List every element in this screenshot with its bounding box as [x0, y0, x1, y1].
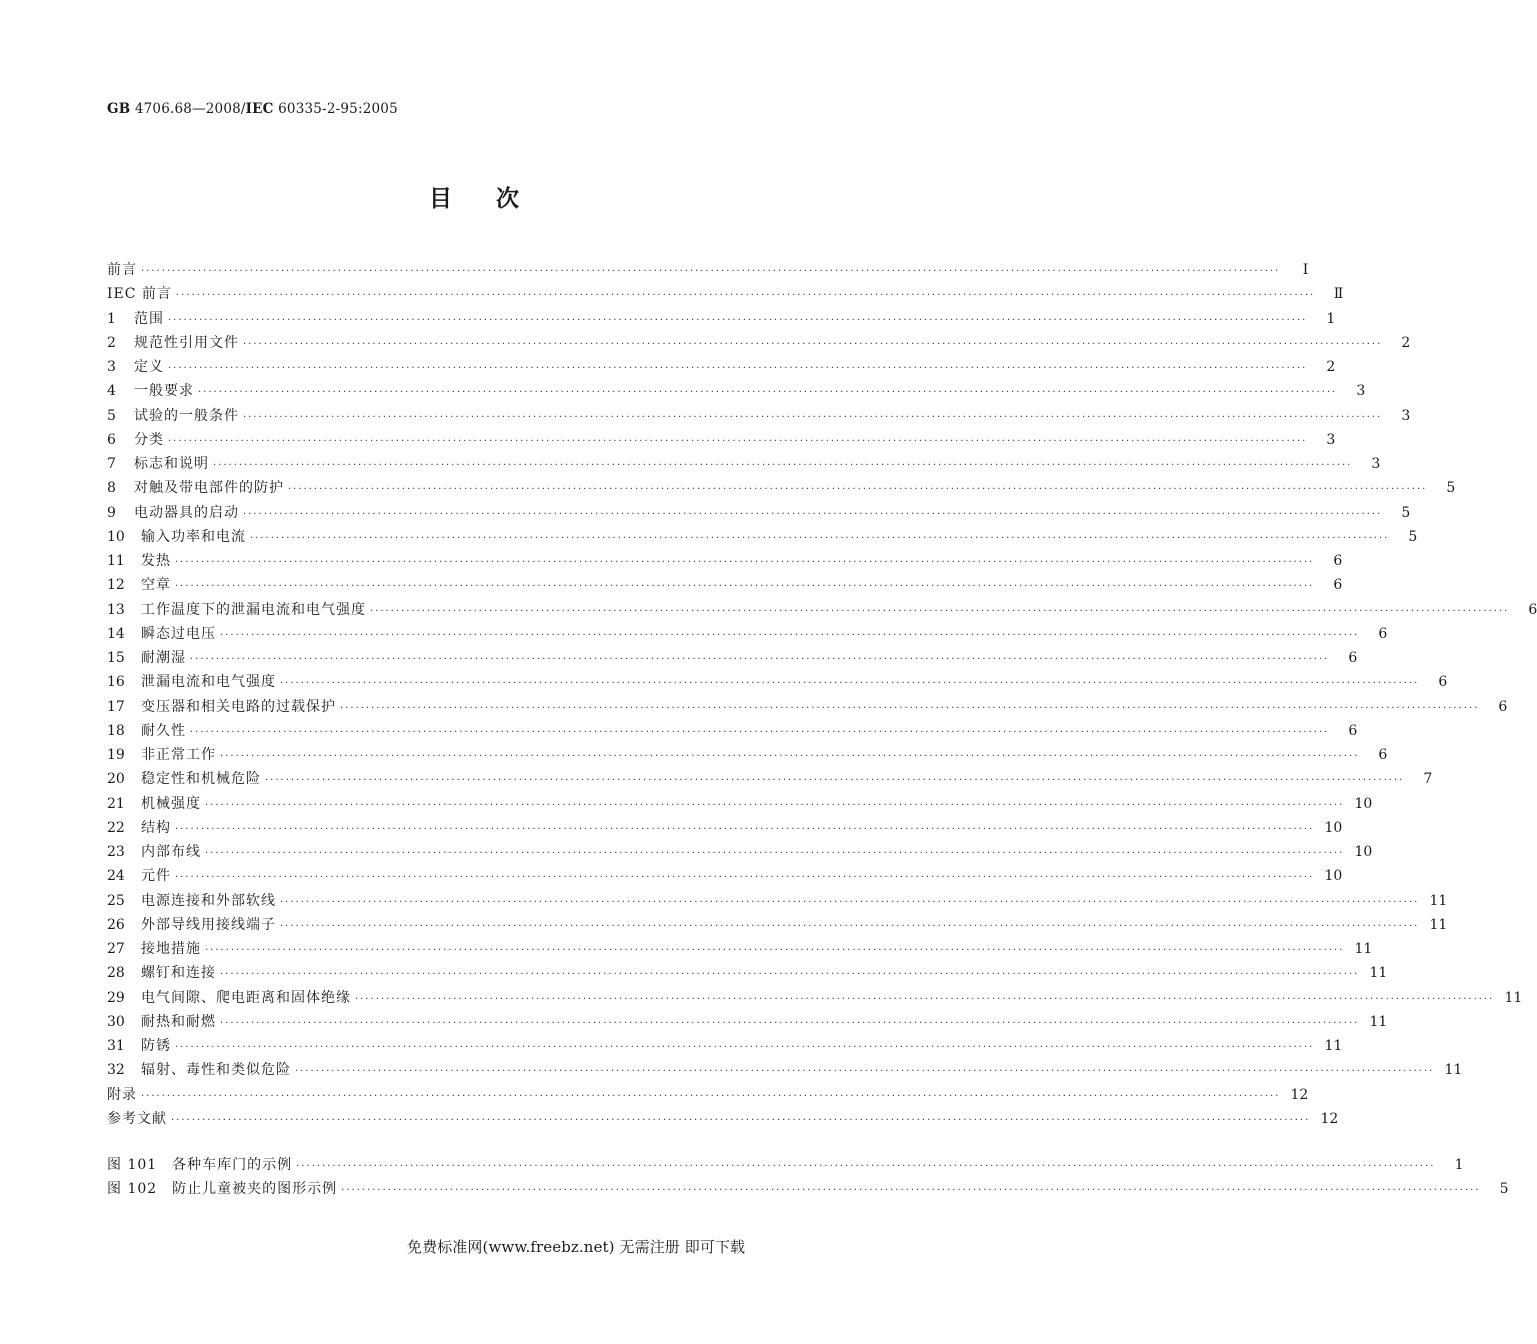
toc-entry-title: 变压器和相关电路的过载保护: [141, 698, 336, 715]
page-number: Ⅰ: [1302, 262, 1309, 278]
page-number: 10: [1324, 868, 1343, 885]
dot-leader: ····························································································································································································································: [370, 605, 1510, 617]
toc-entry-title: 耐久性: [141, 722, 186, 739]
toc-entry[interactable]: [107, 573, 1343, 597]
page-number: 10: [1324, 819, 1343, 836]
toc-entry[interactable]: [107, 670, 1448, 694]
toc-entry-number: 11: [107, 553, 125, 569]
toc-entry-number: 7: [107, 456, 116, 472]
page-title: [0, 180, 950, 213]
toc-entry-number: 19: [107, 747, 125, 763]
dot-leader: ····························································································································································································································: [243, 411, 1383, 423]
toc-entry-title: 机械强度: [141, 795, 201, 812]
page-number: 3: [1371, 456, 1381, 472]
toc-entry-title: 附录: [107, 1086, 137, 1103]
figure-list-item[interactable]: [107, 1177, 1509, 1201]
toc-entry-title: 标志和说明: [134, 456, 209, 472]
page-number: 11: [1369, 1013, 1388, 1030]
toc-entry-number: 3: [107, 359, 116, 375]
toc-entry[interactable]: [107, 840, 1373, 864]
page-number: 5: [1446, 480, 1456, 497]
dot-leader: ····························································································································································································································: [220, 1017, 1360, 1029]
toc-entry-title: 外部导线用接线端子: [141, 916, 276, 933]
page-number: 11: [1429, 892, 1448, 909]
page-number: 3: [1401, 407, 1411, 424]
toc-entry-number: 30: [107, 1013, 125, 1030]
page-number: 2: [1326, 359, 1336, 375]
page-number: 10: [1354, 795, 1373, 812]
dot-leader: ····························································································································································································································: [171, 1114, 1311, 1126]
dot-leader: ····························································································································································································································: [205, 848, 1345, 859]
dot-leader: ····························································································································································································································: [213, 460, 1353, 471]
dot-leader: ····························································································································································································································: [243, 338, 1383, 350]
toc-entry[interactable]: [107, 282, 1344, 306]
toc-entry[interactable]: [107, 767, 1433, 791]
page-number: 3: [1326, 431, 1336, 448]
std-number: 4706.68—2008/: [130, 101, 246, 117]
toc-entry-number: 23: [107, 844, 125, 860]
toc-entry-number: 2: [107, 334, 116, 351]
dot-leader: ····························································································································································································································: [340, 702, 1480, 714]
toc-entry-title: 螺钉和连接: [141, 965, 216, 982]
toc-entry-title: 元件: [141, 868, 171, 885]
toc-entry[interactable]: [107, 864, 1343, 888]
toc-entry-title: 瞬态过电压: [141, 625, 216, 642]
toc-entry[interactable]: [107, 743, 1388, 767]
toc-entry-number: 28: [107, 965, 125, 982]
standard-header: [107, 101, 398, 117]
toc-entry-number: 16: [107, 674, 125, 691]
toc-entry[interactable]: [107, 428, 1336, 452]
page-number: 6: [1333, 553, 1343, 569]
dot-leader: ····························································································································································································································: [341, 1185, 1481, 1197]
toc-entry-number: 5: [107, 407, 116, 424]
page-number: 11: [1369, 965, 1388, 982]
toc-entry[interactable]: [107, 695, 1508, 719]
page-number: 12: [1290, 1086, 1309, 1103]
page-number: 6: [1438, 674, 1448, 691]
toc-entry-title: 试验的一般条件: [134, 407, 239, 424]
toc-entry-title: 电源连接和外部软线: [141, 892, 276, 909]
dot-leader: ····························································································································································································································: [190, 654, 1330, 665]
toc-entry[interactable]: [107, 525, 1418, 549]
toc-entry-title: 对触及带电部件的防护: [134, 480, 284, 497]
dot-leader: ····························································································································································································································: [175, 823, 1315, 835]
std-prefix: GB: [107, 101, 131, 117]
toc-entry-number: 20: [107, 771, 125, 788]
dot-leader: ····························································································································································································································: [280, 678, 1420, 690]
figure-list-item[interactable]: [107, 1153, 1464, 1177]
dot-leader: ····························································································································································································································: [141, 1090, 1281, 1102]
toc-entry-number: 15: [107, 650, 125, 666]
toc-entry-title: 范围: [134, 310, 164, 327]
toc-entry-title: 空章: [141, 577, 171, 594]
toc-entry[interactable]: [107, 379, 1366, 403]
page-number: 1: [1454, 1157, 1464, 1173]
toc-entry[interactable]: [107, 889, 1448, 913]
page-number: Ⅱ: [1333, 286, 1344, 303]
toc-entry-title: 参考文献: [107, 1110, 167, 1127]
dot-leader: ····························································································································································································································: [198, 387, 1338, 399]
toc-entry-title: 接地措施: [141, 941, 201, 957]
dot-leader: ····························································································································································································································: [175, 581, 1315, 593]
dot-leader: ····························································································································································································································: [220, 969, 1360, 981]
page-number: 10: [1354, 844, 1373, 860]
dot-leader: ····························································································································································································································: [265, 775, 1405, 787]
toc-entry-title: 结构: [141, 819, 171, 836]
toc-entry[interactable]: [107, 307, 1336, 331]
toc-entry-number: 1: [107, 310, 116, 327]
toc-entry[interactable]: [107, 719, 1358, 743]
page-number: 3: [1356, 383, 1366, 400]
toc-entry-number: 21: [107, 795, 125, 812]
toc-entry-title: 耐热和耐燃: [141, 1013, 216, 1030]
download-note: 免费标准网(www.freebz.net) 无需注册 即可下载: [407, 1238, 746, 1256]
toc-entry-title: 分类: [134, 431, 164, 448]
dot-leader: ····························································································································································································································: [190, 726, 1330, 738]
toc-entry-title: 电气间隙、爬电距离和固体绝缘: [141, 989, 351, 1006]
toc-entry-title: 工作温度下的泄漏电流和电气强度: [141, 601, 366, 618]
toc-entry-number: 6: [107, 431, 116, 448]
toc-entry-title: 电动器具的启动: [134, 504, 239, 521]
dot-leader: ····························································································································································································································: [205, 945, 1345, 956]
page-number: 2: [1401, 334, 1411, 351]
toc-entry-title: 非正常工作: [141, 747, 216, 763]
toc-entry-title: 辐射、毒性和类似危险: [141, 1062, 291, 1079]
page-number: 11: [1504, 989, 1523, 1006]
toc-entry-title: 泄漏电流和电气强度: [141, 674, 276, 691]
toc-entry[interactable]: [107, 355, 1336, 379]
toc-entry-number: 32: [107, 1062, 125, 1079]
dot-leader: ····························································································································································································································: [280, 920, 1420, 932]
dot-leader: ····························································································································································································································: [168, 363, 1308, 374]
dot-leader: ····························································································································································································································: [175, 557, 1315, 568]
dot-leader: ····························································································································································································································: [168, 435, 1308, 447]
toc-entry-number: 25: [107, 892, 125, 909]
toc-entry[interactable]: [107, 258, 1309, 282]
page-number: 5: [1401, 504, 1411, 521]
toc-entry[interactable]: [107, 476, 1456, 500]
dot-leader: ····························································································································································································································: [220, 751, 1360, 762]
toc-entry[interactable]: [107, 622, 1388, 646]
title-char-1: 目: [429, 186, 454, 212]
toc-entry[interactable]: [107, 646, 1358, 670]
toc-entry[interactable]: [107, 961, 1388, 985]
toc-entry-number: 31: [107, 1038, 125, 1054]
toc-entry[interactable]: [107, 331, 1411, 355]
toc-entry-title: 定义: [134, 359, 164, 375]
dot-leader: ····························································································································································································································: [175, 872, 1315, 884]
toc-entry[interactable]: [107, 549, 1343, 573]
dot-leader: ····························································································································································································································: [141, 266, 1281, 277]
page-number: 1: [1326, 310, 1336, 327]
figure-title: 图 102 防止儿童被夹的图形示例: [107, 1181, 338, 1198]
toc-entry-number: 12: [107, 577, 125, 594]
toc-entry-title: 输入功率和电流: [141, 528, 246, 545]
dot-leader: ····························································································································································································································: [250, 532, 1390, 544]
toc-entry-number: 13: [107, 601, 125, 618]
page-number: 6: [1498, 698, 1508, 715]
toc-entry-number: 22: [107, 819, 125, 836]
toc-entry[interactable]: [107, 1034, 1343, 1058]
toc-entry-title: 发热: [141, 553, 171, 569]
toc-entry-number: 8: [107, 480, 116, 497]
toc-entry-number: 14: [107, 625, 125, 642]
page-number: 11: [1354, 941, 1373, 957]
toc-entry[interactable]: [107, 1058, 1463, 1082]
dot-leader: ····························································································································································································································: [296, 1161, 1436, 1172]
dot-leader: ····························································································································································································································: [243, 508, 1383, 520]
figure-title: 图 101 各种车库门的示例: [107, 1157, 293, 1173]
toc-entry[interactable]: [107, 986, 1523, 1010]
dot-leader: ····························································································································································································································: [355, 993, 1495, 1005]
iec-prefix: IEC: [245, 101, 274, 117]
page-number: 6: [1333, 577, 1343, 594]
page-number: 6: [1348, 650, 1358, 666]
toc-entry-title: 稳定性和机械危险: [141, 771, 261, 788]
toc-entry-title: 前言: [107, 262, 137, 278]
page-number: 6: [1378, 625, 1388, 642]
toc-entry[interactable]: [107, 913, 1448, 937]
toc-entry[interactable]: [107, 501, 1411, 525]
dot-leader: ····························································································································································································································: [168, 314, 1308, 326]
iec-number: 60335-2-95:2005: [273, 101, 398, 117]
title-char-2: 次: [496, 186, 521, 212]
dot-leader: ····························································································································································································································: [280, 896, 1420, 908]
page-number: 11: [1324, 1038, 1343, 1054]
page-number: 5: [1408, 528, 1418, 545]
toc-entry[interactable]: [107, 404, 1411, 428]
toc-entry-title: 耐潮湿: [141, 650, 186, 666]
page-number: 5: [1499, 1181, 1509, 1198]
toc-entry-number: 26: [107, 916, 125, 933]
page-number: 6: [1378, 747, 1388, 763]
toc-entry-number: 29: [107, 989, 125, 1006]
dot-leader: ····························································································································································································································: [220, 629, 1360, 641]
toc-entry[interactable]: [107, 1107, 1339, 1131]
toc-entry-title: IEC 前言: [107, 286, 172, 303]
toc-entry-number: 10: [107, 528, 125, 545]
toc-entry-number: 27: [107, 941, 125, 957]
dot-leader: ····························································································································································································································: [175, 290, 1316, 302]
toc-entry-title: 规范性引用文件: [134, 334, 239, 351]
toc-entry-title: 内部布线: [141, 844, 201, 860]
toc-entry[interactable]: [107, 937, 1373, 961]
page-number: 12: [1320, 1110, 1339, 1127]
dot-leader: ····························································································································································································································: [205, 799, 1345, 811]
page-number: 7: [1423, 771, 1433, 788]
page-number: 6: [1528, 601, 1537, 618]
toc-entry-number: 4: [107, 383, 116, 400]
toc-entry-title: 一般要求: [134, 383, 194, 400]
toc-entry-number: 18: [107, 722, 125, 739]
dot-leader: ····························································································································································································································: [288, 484, 1428, 496]
toc-entry-number: 24: [107, 868, 125, 885]
toc-entry[interactable]: [107, 816, 1343, 840]
toc-entry-title: 防锈: [141, 1038, 171, 1054]
page-number: 6: [1348, 722, 1358, 739]
toc-entry-number: 9: [107, 504, 116, 521]
toc-entry[interactable]: [107, 1083, 1309, 1107]
page-number: 11: [1444, 1062, 1463, 1079]
dot-leader: ····························································································································································································································: [175, 1042, 1315, 1053]
page-number: 11: [1429, 916, 1448, 933]
dot-leader: ····························································································································································································································: [295, 1066, 1435, 1078]
toc-entry[interactable]: [107, 452, 1381, 476]
toc-entry[interactable]: [107, 1010, 1388, 1034]
toc-entry-number: 17: [107, 698, 125, 715]
toc-entry[interactable]: [107, 792, 1373, 816]
toc-entry[interactable]: [107, 598, 1537, 622]
